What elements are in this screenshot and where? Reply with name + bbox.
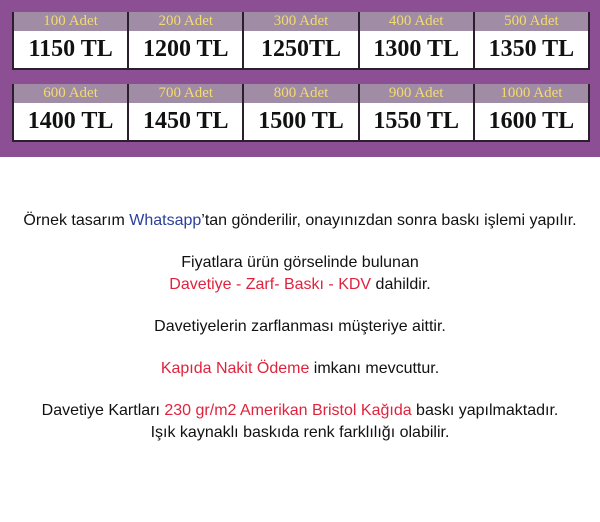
price-value: 1300 TL [360, 31, 473, 70]
price-cell [360, 12, 475, 70]
payment-highlight: Kapıda Nakit Ödeme [160, 360, 310, 377]
spacer [0, 338, 600, 358]
included-items-highlight: Davetiye - Zarf- Baskı - KDV [169, 276, 372, 293]
price-value: 1250TL [244, 31, 357, 70]
price-cell [475, 84, 590, 142]
quantity-label: 400 Adet [360, 12, 473, 31]
whatsapp-highlight: Whatsapp [129, 212, 202, 229]
note-payment [0, 358, 600, 380]
note-text: Davetiye Kartları [41, 402, 165, 419]
price-cell [129, 12, 244, 70]
quantity-label: 800 Adet [244, 84, 357, 103]
price-cell [360, 84, 475, 142]
quantity-label: 600 Adet [14, 84, 127, 103]
price-table-row-1 [12, 12, 590, 70]
note-text: imkanı mevcuttur. [309, 360, 440, 377]
paper-highlight: 230 gr/m2 Amerikan Bristol Kağıda [164, 402, 412, 419]
note-included-intro: Fiyatlara ürün görselinde bulunan [181, 254, 419, 271]
price-panel [0, 0, 600, 157]
price-cell [14, 84, 129, 142]
quantity-label: 300 Adet [244, 12, 357, 31]
price-cell [244, 84, 359, 142]
quantity-label: 200 Adet [129, 12, 242, 31]
info-notes [0, 210, 600, 444]
price-value: 1500 TL [244, 103, 357, 142]
spacer [0, 232, 600, 252]
price-value: 1600 TL [475, 103, 588, 142]
note-color-difference: Işık kaynaklı baskıda renk farklılığı olabilir. [150, 424, 450, 441]
quantity-label: 700 Adet [129, 84, 242, 103]
spacer [0, 296, 600, 316]
price-value: 1200 TL [129, 31, 242, 70]
note-design-approval [0, 210, 600, 232]
note-text: dahildir. [371, 276, 431, 293]
price-cell [475, 12, 590, 70]
note-envelope: Davetiyelerin zarflanması müşteriye aittir. [154, 318, 446, 335]
price-cell [244, 12, 359, 70]
note-included-items [0, 274, 600, 296]
price-value: 1550 TL [360, 103, 473, 142]
price-value: 1350 TL [475, 31, 588, 70]
quantity-label: 500 Adet [475, 12, 588, 31]
price-value: 1450 TL [129, 103, 242, 142]
note-text: Örnek tasarım [23, 212, 130, 229]
quantity-label: 1000 Adet [475, 84, 588, 103]
spacer [0, 380, 600, 400]
price-value: 1150 TL [14, 31, 127, 70]
price-table-row-2 [12, 84, 590, 142]
quantity-label: 900 Adet [360, 84, 473, 103]
quantity-label: 100 Adet [14, 12, 127, 31]
note-text: baskı yapılmaktadır. [411, 402, 559, 419]
note-text: ’tan gönderilir, onayınızdan sonra baskı işlemi yapılır. [201, 212, 577, 229]
note-paper [0, 400, 600, 422]
price-cell [129, 84, 244, 142]
price-value: 1400 TL [14, 103, 127, 142]
price-cell [14, 12, 129, 70]
